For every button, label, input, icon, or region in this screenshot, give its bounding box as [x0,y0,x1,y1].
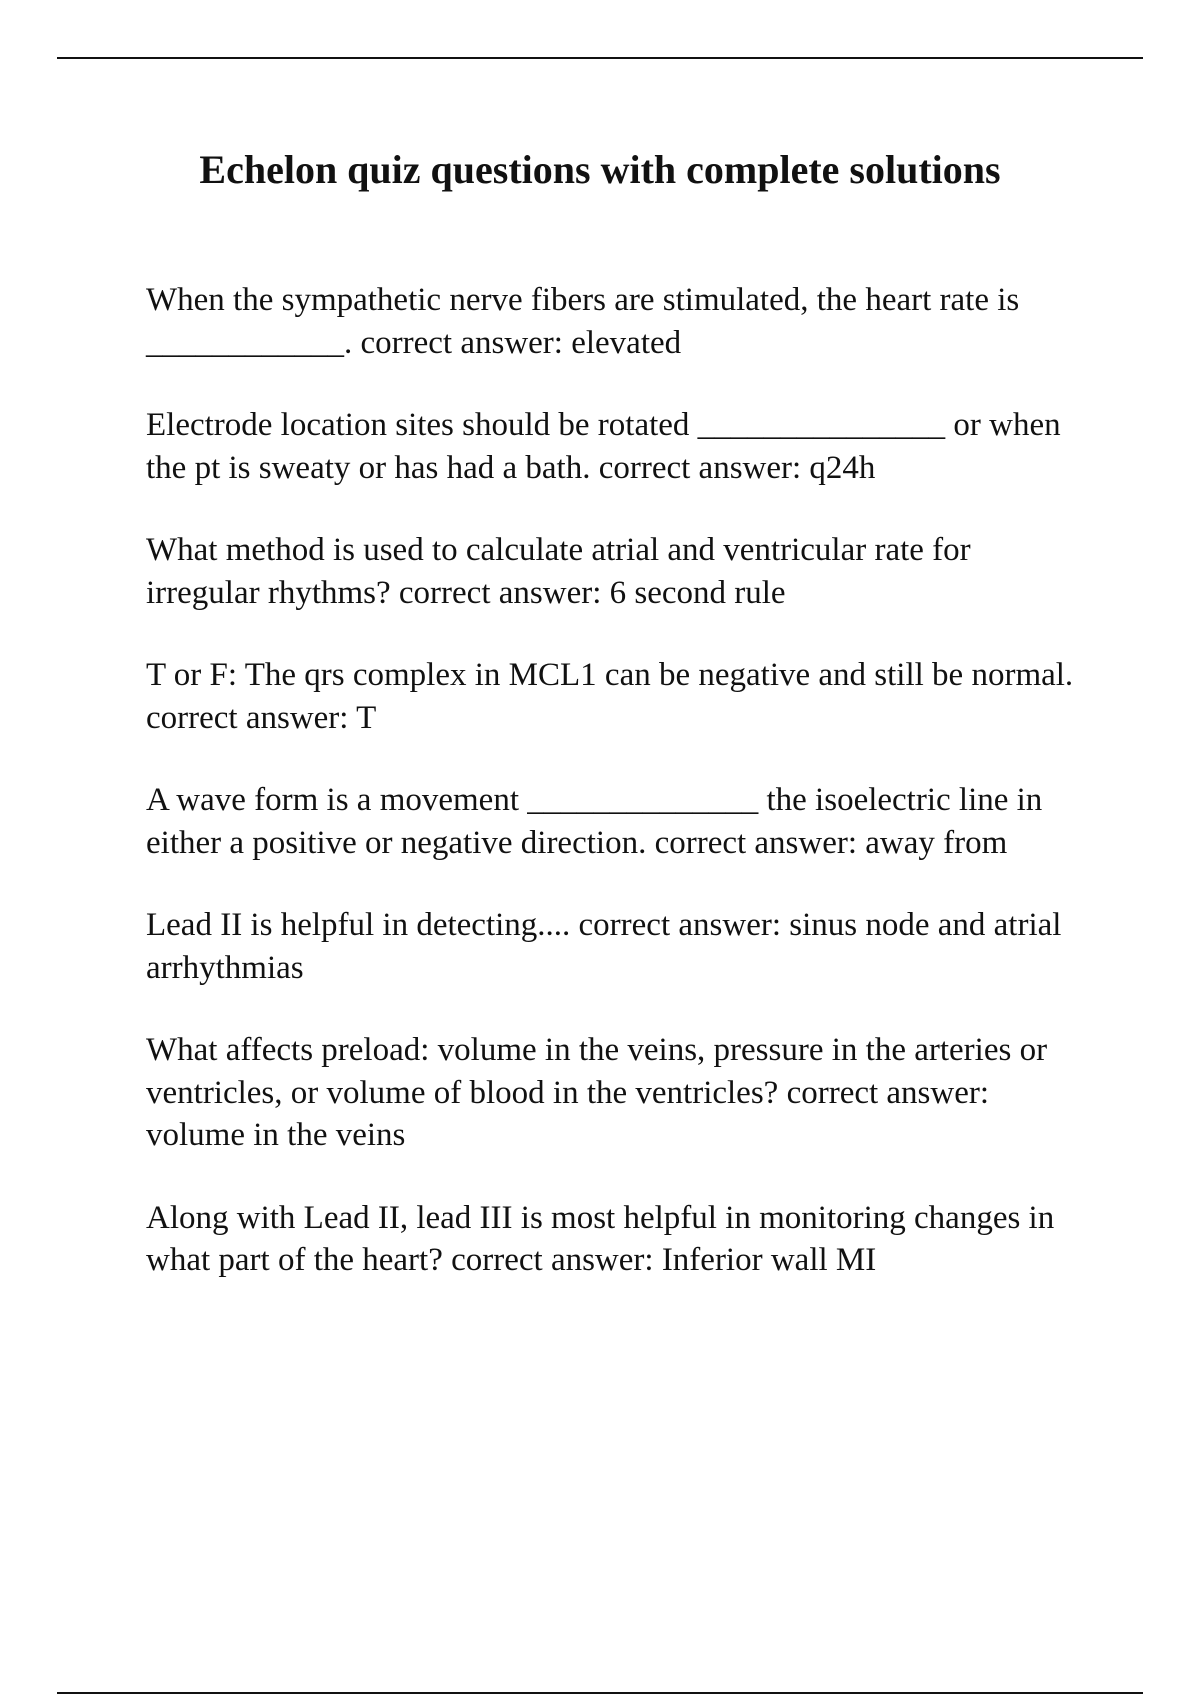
qa-item-7: What affects preload: volume in the veins, pressure in the arteries or ventricles, or volume of blood in the ventricles? correct answer: volume in the veins [146,1032,1048,1153]
qa-item-8: Along with Lead II, lead III is most helpful in monitoring changes in what part of the heart? correct answer: Inferior wall MI [146,1199,1055,1278]
bottom-rule [57,1692,1143,1694]
qa-item-3: What method is used to calculate atrial and ventricular rate for irregular rhythms? correct answer: 6 second rule [146,532,971,611]
qa-list [146,279,1086,1322]
top-rule [57,57,1143,59]
qa-item-1: When the sympathetic nerve fibers are stimulated, the heart rate is ____________. correct answer: elevated [146,282,1020,361]
qa-item-4: T or F: The qrs complex in MCL1 can be negative and still be normal. correct answer: T [146,657,1074,736]
qa-item-5: A wave form is a movement ______________ the isoelectric line in either a positive or negative direction. correct answer: away from [146,782,1043,861]
qa-item-6: Lead II is helpful in detecting.... correct answer: sinus node and atrial arrhythmias [146,907,1062,986]
document-title: Echelon quiz questions with complete solutions [199,147,1001,192]
qa-item-2: Electrode location sites should be rotated _______________ or when the pt is sweaty or has had a bath. correct answer: q24h [146,407,1061,486]
